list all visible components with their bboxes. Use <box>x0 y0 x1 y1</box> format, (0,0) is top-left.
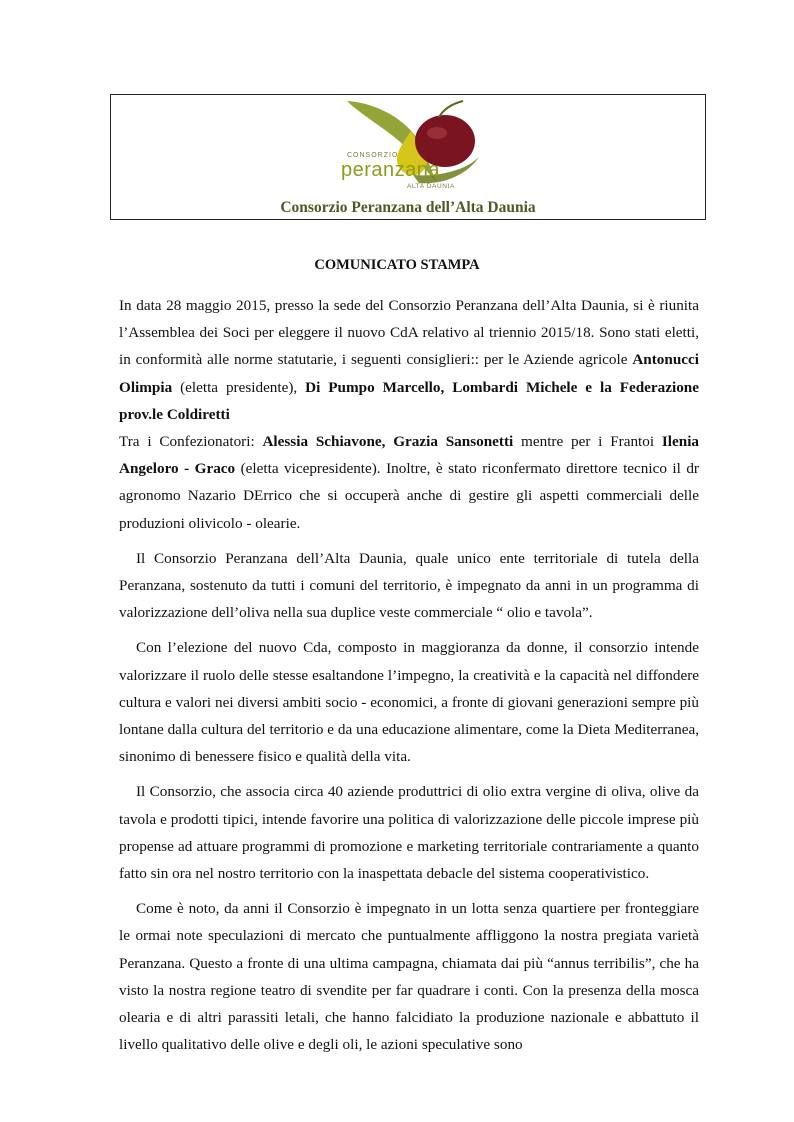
letterhead-box <box>110 94 706 220</box>
paragraph-1-text-a: In data 28 maggio 2015, presso la sede del Consorzio Peranzana dell’Alta Daunia, si è riunita l’Assemblea dei Soci per eleggere il nuovo CdA relativo al triennio 2015/18. Sono stati eletti, in conformità alle norme statutarie, i seguenti consiglieri:: per le Aziende agricole <box>119 297 699 369</box>
paragraph-4: Con l’elezione del nuovo Cda, composto in maggioranza da donne, il consorzio intende valorizzare il ruolo delle stesse esaltandone l’impegno, la creatività e la capacità nel diffondere cultura e valori nei diversi ambiti socio - economici, a fronte di giovani generazioni sempre più lontane dalla cultura del territorio e da una educazione alimentare, come la Dieta Mediterranea, sinonimo di benessere fisico e qualità della vita. <box>119 639 699 766</box>
logo-region-label: ALTA DAUNIA <box>407 183 455 190</box>
paragraph-6: Come è noto, da anni il Consorzio è impegnato in un lotta senza quartiere per fronteggiare le ormai note speculazioni di mercato che puntualmente affliggono la nostra pregiata varietà Peranzana. Questo a fronte di una ultima campagna, chiamata dai più “annus terribilis”, che ha visto la nostra regione teatro di svendite per far quadrare i conti. Con la presenza della mosca olearia e di altri parassiti letali, che hanno falcidiato la produzione nazionale e abbattuto il livello qualitativo delle olive e degli oli, le azioni speculative sono <box>119 900 699 1054</box>
paragraph-2-text-c: (eletta vicepresidente). Inoltre, è stato riconfermato direttore tecnico il dr agronomo Nazario DErrico che si occuperà anche di gestire gli aspetti commerciali delle produzioni olivicolo - olearie. <box>119 460 699 532</box>
vice-president-name: Ilenia Angeloro - Graco <box>119 433 700 478</box>
paragraph-2-text-b: mentre per i Frantoi <box>513 433 662 451</box>
president-name: Antonucci Olimpia <box>119 351 699 396</box>
press-release-title: COMUNICATO STAMPA <box>314 257 480 273</box>
council-members-agricultural: Di Pumpo Marcello, Lombardi Michele e la Federazione prov.le Coldiretti <box>119 378 699 423</box>
paragraph-5: Il Consorzio, che associa circa 40 aziende produttrici di olio extra vergine di oliva, olive da tavola e prodotti tipici, intende favorire una politica di valorizzazione delle piccole imprese più propense ad attuare programmi di promozione e marketing territoriale contrariamente a quanto fatto sin ora nel nostro territorio con la inaspettata debacle del sistema cooperativistico. <box>119 783 699 883</box>
paragraph-3: Il Consorzio Peranzana dell’Alta Daunia, quale unico ente territoriale di tutela della Peranzana, sostenuto da tutti i comuni del territorio, è impegnato da anni in un programma di valorizzazione dell’oliva nella sua duplice veste commerciale “ olio e tavola”. <box>119 549 699 622</box>
logo-brand-text: peranzana <box>341 159 441 181</box>
paragraph-2-text-a: Tra i Confezionatori: <box>119 433 263 451</box>
paragraph-1 <box>119 292 699 428</box>
organization-name: Consorzio Peranzana dell’Alta Daunia <box>280 199 536 216</box>
paragraph-2 <box>119 428 699 537</box>
council-members-packers: Alessia Schiavone, Grazia Sansonetti <box>262 433 514 451</box>
press-release-body <box>119 292 699 1066</box>
logo-consorzio-label: CONSORZIO <box>347 152 399 159</box>
paragraph-1-text-b: (eletta presidente), <box>172 378 306 396</box>
